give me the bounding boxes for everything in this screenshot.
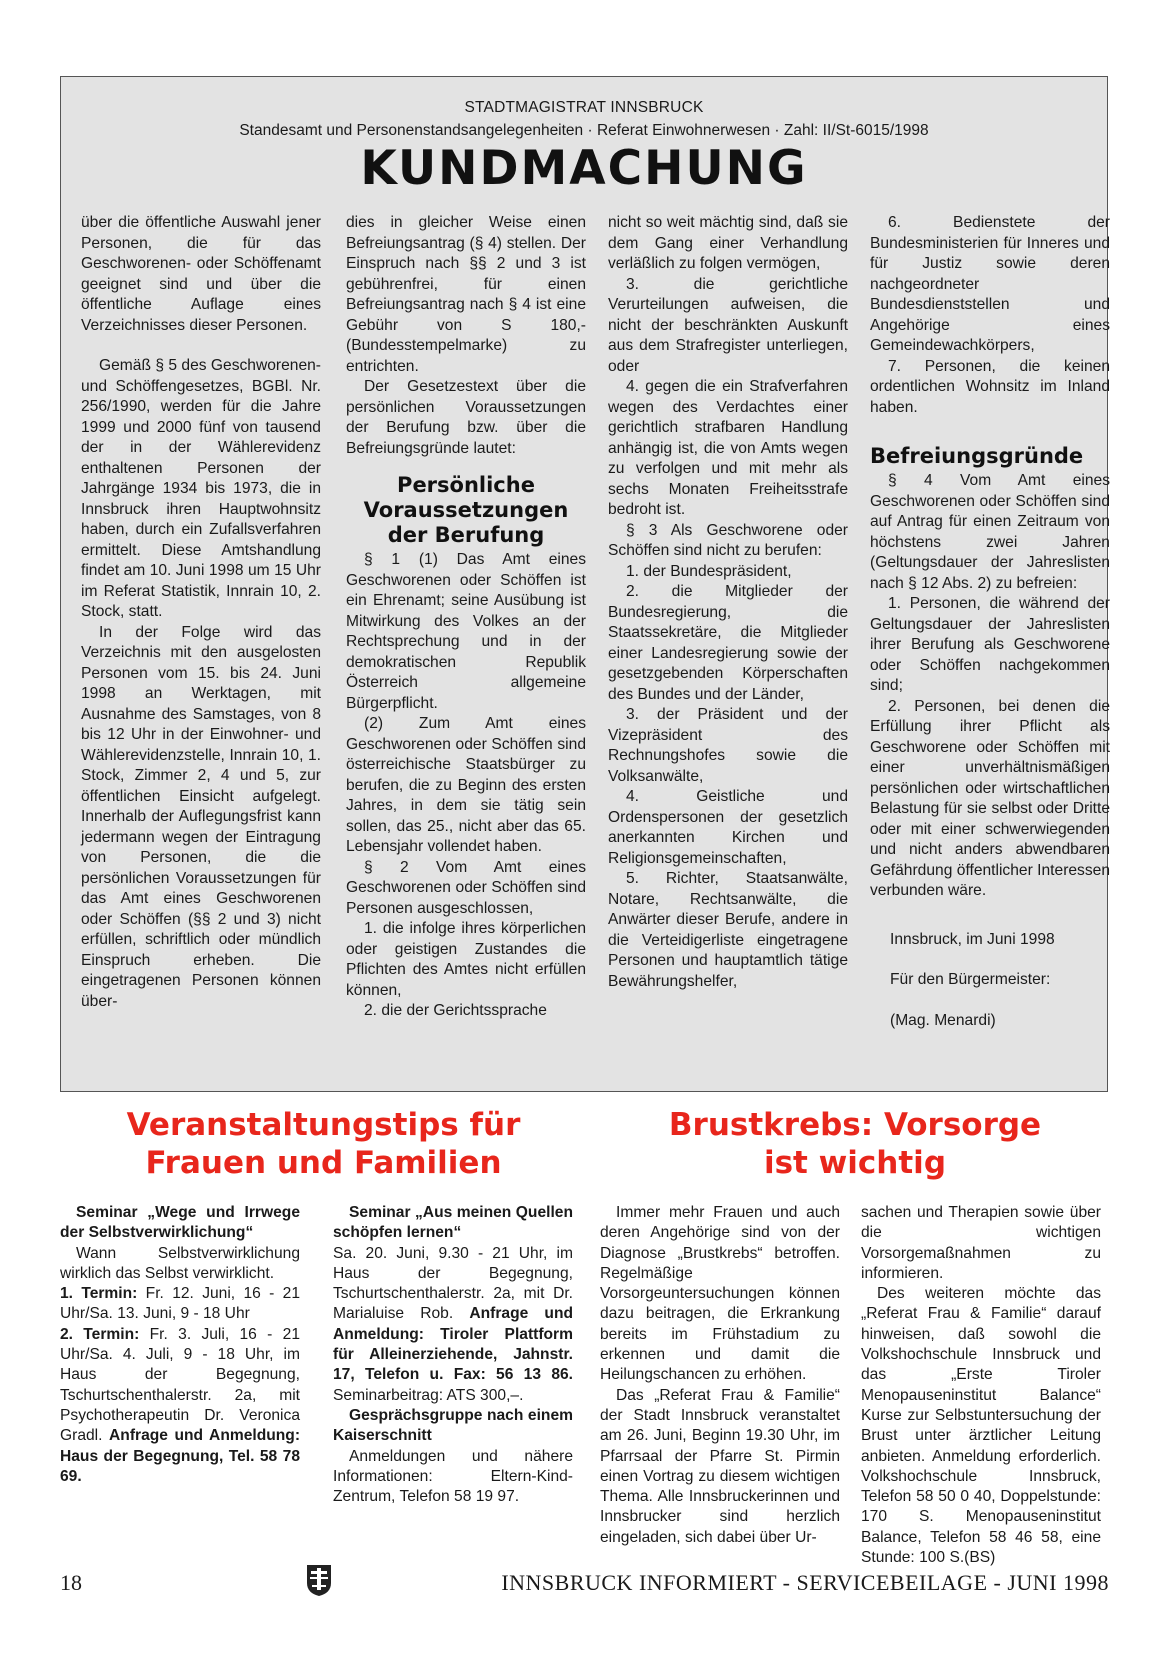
- cancer-heading: Brustkrebs: Vorsorge ist wichtig: [668, 1107, 1042, 1181]
- term1-text: Fr. 12. Juni, 16 - 21 Uhr/Sa. 13. Juni, 9 - 18 Uhr: [60, 1285, 300, 1323]
- paragraph: Das „Referat Frau & Familie“ der Stadt Innsbruck veranstaltet am 26. Juni, Beginn 19.30 Uhr, im Pfarrsaal der Pfarre St. Pirmin einen Vortrag zu diesem wichtigen Thema. Alle Innsbruckerinnen und Innsbrucker sind herzlich eingeladen, sich dabei über Ur-: [600, 1386, 840, 1546]
- seminar2-details: [333, 1244, 573, 1406]
- events-column-2: [333, 1203, 573, 1507]
- paragraph: 4. gegen die ein Strafverfahren wegen des Verdachtes einer gerichtlich strafbaren Handlung anhängig ist, die von Amts wegen zu verfolgen und mit mehr als sechs Monaten Freiheitsstrafe bedroht ist.: [608, 378, 848, 518]
- seminar2-text: Sa. 20. Juni, 9.30 - 21 Uhr, im Haus der Begegnung, Tschurtschenthalerstr. 2a, mit Dr. Marialuise Rob.: [333, 1244, 573, 1323]
- term2-text: Fr. 3. Juli, 16 - 21 Uhr/Sa. 4. Juli, 9 - 18 Uhr, im Haus der Begegnung, Tschurtschenthalerstr. 2a, mit Psychotherapeutin Dr. Veronica Gradl.: [60, 1325, 300, 1445]
- signature-block: [870, 930, 1110, 1032]
- paragraph: 7. Personen, die keinen ordentlichen Wohnsitz im Inland haben.: [870, 357, 1110, 416]
- header-office: STADTMAGISTRAT INNSBRUCK: [464, 99, 704, 116]
- term2-label: 2. Termin:: [60, 1325, 140, 1343]
- paragraph: sachen und Therapien sowie über die wichtigen Vorsorgemaßnahmen zu informieren.: [861, 1204, 1101, 1282]
- seminar1-term2: [60, 1325, 300, 1487]
- paragraph: Des weiteren möchte das „Referat Frau & Familie“ darauf hinweisen, daß sowohl die Volkshochschule Innsbruck und das „Erste Tiroler Menopauseninstitut Balance“ Kurse zur Selbstuntersuchung der Brust unter ärztlicher Leitung anbieten. Anmeldung erforderlich. Volkshochschule Innsbruck, Telefon 58 50 0 40, Doppelstunde: 170 S. Menopauseninstitut Balance, Telefon 58 46 58, eine Stunde: 100 S.(BS): [861, 1285, 1101, 1567]
- paragraph: nicht so weit mächtig sind, daß sie dem Gang einer Verhandlung verläßlich zu folgen vermögen,: [608, 214, 848, 272]
- seminar1-term1: [60, 1284, 300, 1325]
- paragraph: 2. die der Gerichtssprache: [364, 1002, 547, 1019]
- announcement-column-4: [870, 213, 1110, 1031]
- events-column-1: [60, 1203, 300, 1487]
- paragraph: § 3 Als Geschworene oder Schöffen sind nicht zu berufen:: [608, 521, 848, 559]
- announcement-column-2: [346, 213, 586, 1022]
- group-title: Gesprächsgruppe nach einem Kaiserschnitt: [333, 1406, 573, 1445]
- subheading-voraussetzungen: Persönliche Voraussetzungen der Berufung: [363, 473, 569, 547]
- paragraph: Gemäß § 5 des Geschworenen- und Schöffengesetzes, BGBl. Nr. 256/1990, werden für die Jahre 1999 und 2000 fünf von tausend der in der Wählerevidenz enthaltenen Personen der Jahrgänge 1934 bis 1973, die in Innsbruck ihren Hauptwohnsitz haben, durch ein Zufallsverfahren ermittelt. Diese Amtshandlung findet am 10. Juni 1998 um 15 Uhr im Referat Statistik, Innrain 10, 2. Stock, statt.: [81, 357, 321, 620]
- paragraph: (2) Zum Amt eines Geschworenen oder Schöffen sind österreichische Staatsbürger zu berufen, die zu Beginn des ersten Jahres, in dem sie tätig sein sollen, das 25., nicht aber das 65. Lebensjahr vollendet haben.: [346, 715, 586, 855]
- publication-title: INNSBRUCK INFORMIERT - SERVICEBEILAGE - JUNI 1998: [501, 1570, 1109, 1595]
- paragraph: dies in gleicher Weise einen Befreiungsantrag (§ 4) stellen. Der Einspruch nach §§ 2 und 3 ist gebührenfrei, für einen Befreiungsantrag nach § 4 ist eine Gebühr von S 180,- (Bundesstempelmarke) zu entrichten.: [346, 214, 586, 375]
- announcement-column-3: [608, 213, 848, 992]
- paragraph: Der Gesetzestext über die persönlichen Voraussetzungen der Berufung bzw. über die Befreiungsgründe lautet:: [346, 378, 586, 457]
- cancer-column-1: [600, 1203, 840, 1548]
- seminar2-contact: Anfrage und Anmeldung: Tiroler Plattform für Alleinerziehende, Jahnstr. 17, Telefon u. Fax: 56 13 86.: [333, 1305, 574, 1384]
- paragraph: 5. Richter, Staatsanwälte, Notare, Rechtsanwälte, die Anwärter dieser Berufe, andere in die Verteidigerliste eingetragene Personen und hauptamtlich tätige Bewährungshelfer,: [608, 870, 848, 990]
- paragraph: 1. die infolge ihres körperlichen oder geistigen Zustandes die Pflichten des Amtes nicht erfüllen können,: [346, 920, 586, 999]
- page-number: 18: [60, 1570, 82, 1595]
- signature-for-mayor: Für den Bürgermeister:: [890, 971, 1051, 988]
- paragraph: 6. Bedienstete der Bundesministerien für Inneres und für Justiz sowie deren nachgeordneter Bundesdienststellen und Angehörige eines Gemeindewachkörpers,: [870, 214, 1110, 354]
- seminar1-description: Wann Selbstverwirklichung wirklich das Selbst verwirklicht.: [60, 1244, 300, 1282]
- announcement-column-1: [81, 213, 321, 1012]
- paragraph: Immer mehr Frauen und auch deren Angehörige sind von der Diagnose „Brustkrebs“ betroffen. Regelmäßige Vorsorgeuntersuchungen können dazu beitragen, die Erkrankung bereits im Frühstadium zu erkennen und damit die Heilungschancen zu erhöhen.: [600, 1204, 840, 1384]
- paragraph: 2. die Mitglieder der Bundesregierung, die Staatssekretäre, die Mitglieder einer Landesregierung sowie der gesetzgebenden Körperschaften des Bundes und der Länder,: [608, 583, 848, 703]
- signature-place-date: Innsbruck, im Juni 1998: [890, 930, 1055, 948]
- events-heading: Veranstaltungstips für Frauen und Familien: [126, 1107, 521, 1181]
- term1-label: 1. Termin:: [60, 1285, 138, 1303]
- group-text: Anmeldungen und nähere Informationen: Eltern-Kind-Zentrum, Telefon 58 19 97.: [333, 1447, 573, 1506]
- seminar2-fee: Seminarbeitrag: ATS 300,–.: [333, 1386, 524, 1404]
- seminar1-contact: Anfrage und Anmeldung: Haus der Begegnung, Tel. 58 78 69.: [60, 1427, 301, 1485]
- seminar1-title: Seminar „Wege und Irrwege der Selbstverwirklichung“: [60, 1204, 300, 1242]
- city-crest-icon: [306, 1563, 332, 1597]
- paragraph: 1. der Bundespräsident,: [626, 562, 792, 580]
- paragraph: 4. Geistliche und Ordenspersonen der gesetzlich anerkannten Kirchen und Religionsgemeinschaften,: [608, 788, 848, 867]
- cancer-column-2: [861, 1203, 1101, 1568]
- header-department: Standesamt und Personenstandsangelegenheiten · Referat Einwohnerwesen · Zahl: II/St-6015/1998: [239, 122, 929, 139]
- seminar2-title: Seminar „Aus meinen Quellen schöpfen lernen“: [333, 1204, 573, 1242]
- paragraph: 3. die gerichtliche Verurteilungen aufweisen, die nicht der beschränkten Auskunft aus dem Strafregister unterliegen, oder: [608, 275, 848, 375]
- page-title: KUNDMACHUNG: [360, 141, 808, 196]
- paragraph: 2. Personen, bei denen die Erfüllung ihrer Pflicht als Geschworene oder Schöffen mit einer unverhältnismäßigen persönlichen oder wirtschaftlichen Belastung für sie selbst oder Dritte oder mit einer schwerwiegenden und nicht anders abwendbaren Gefährdung öffentlicher Interessen verbunden wäre.: [870, 697, 1110, 899]
- paragraph: 3. der Präsident und der Vizepräsident des Rechnungshofes sowie die Volksanwälte,: [608, 706, 848, 785]
- signature-name: (Mag. Menardi): [890, 1011, 996, 1029]
- paragraph: § 1 (1) Das Amt eines Geschworenen oder Schöffen ist ein Ehrenamt; seine Ausübung ist Mitwirkung des Volkes an der Rechtsprechung und in der demokratischen Republik Österreich allgemeine Bürgerpflicht.: [346, 551, 586, 712]
- paragraph: § 4 Vom Amt eines Geschworenen oder Schöffen sind auf Antrag für einen Zeitraum von höchstens zwei Jahren (Geltungsdauer der Jahreslisten nach § 12 Abs. 2) zu befreien:: [870, 472, 1110, 592]
- paragraph: 1. Personen, die während der Geltungsdauer der Jahreslisten ihrer Berufung als Geschworene oder Schöffen nachgekommen sind;: [870, 595, 1110, 694]
- paragraph: § 2 Vom Amt eines Geschworenen oder Schöffen sind Personen ausgeschlossen,: [346, 858, 586, 917]
- announcement-box: [60, 76, 1108, 1092]
- paragraph: In der Folge wird das Verzeichnis mit den ausgelosten Personen vom 15. bis 24. Juni 1998 an Werktagen, mit Ausnahme des Samstages, von 8 bis 12 Uhr in der Einwohner- und Wählerevidenzstelle, Innrain 10, 1. Stock, Zimmer 2, 4 und 5, zur öffentlichen Einsicht aufgelegt. Innerhalb der Auflegungsfrist kann jedermann wegen der Eintragung von Personen, die die persönlichen Voraussetzungen für das Amt eines Geschworenen oder Schöffen (§§ 2 und 3) nicht erfüllen, schriftlich oder mündlich Einspruch erheben. Die eingetragenen Personen können über-: [81, 623, 321, 1010]
- subheading-befreiungsgruende: Befreiungsgründe: [870, 444, 1084, 468]
- paragraph: über die öffentliche Auswahl jener Personen, die für das Geschworenen- oder Schöffenamt geeignet sind und über die öffentliche Auflage eines Verzeichnisses dieser Personen.: [81, 214, 321, 334]
